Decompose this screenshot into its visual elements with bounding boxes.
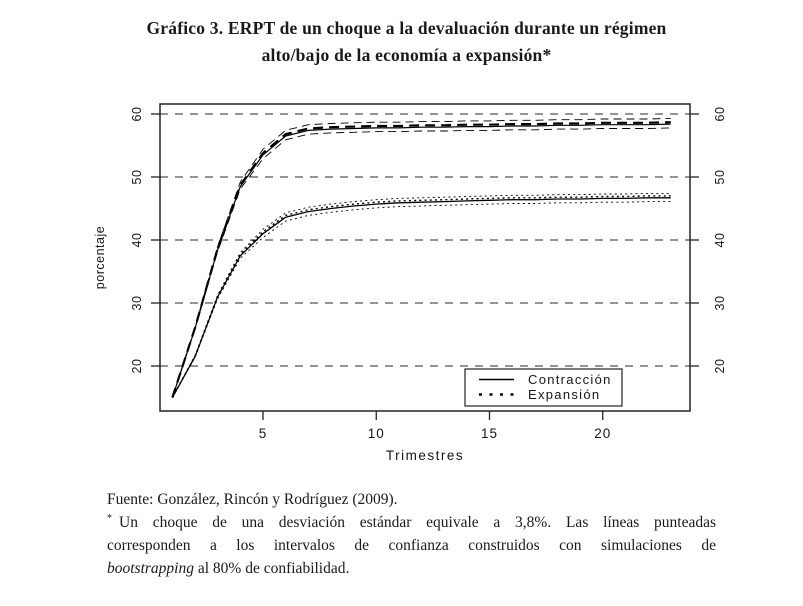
footnote-text-3: al 80% de confiabilidad. [193,560,350,577]
notes-block [107,488,716,580]
footnote-line-1 [107,511,716,534]
y-tick-label-left: 40 [130,232,144,248]
series-ci-line [172,202,670,398]
y-tick-label-right: 30 [713,295,727,311]
chart-title-line-1: Gráfico 3. ERPT de un choque a la devaluación durante un régimen [146,18,667,38]
x-tick-label: 15 [480,426,499,441]
y-tick-label-right: 40 [713,232,727,248]
series-ci-line [172,118,670,397]
y-tick-label-left: 20 [130,358,144,374]
series-ci-line [172,128,670,398]
y-tick-label-right: 60 [713,106,727,122]
y-tick-label-right: 20 [713,358,727,374]
x-tick-label: 20 [594,426,612,441]
footnote-marker: * [107,512,112,524]
chart-title-line-2: alto/bajo de la economía a expansión* [261,45,552,65]
footnote-line-2: corresponden a los intervalos de confianza construidos con simulaciones de [107,537,716,554]
legend-label: Contracción [528,372,612,387]
y-axis-label: porcentaje [93,225,107,290]
y-tick-label-left: 60 [130,106,144,122]
y-tick-label-right: 50 [713,169,727,185]
legend-label: Expansión [528,387,601,402]
footnote-text-1: Un choque de una desviación estándar equivale a 3,8%. Las líneas punteadas [119,514,716,531]
series-center-line [172,124,670,397]
series-center-line [172,198,670,398]
y-tick-label-left: 30 [130,295,144,311]
footnote-italic-term: bootstrapping [107,560,194,577]
chart-title [0,15,803,69]
x-axis-label: Trimestres [385,448,465,463]
footnote-line-3 [107,557,716,580]
x-tick-label: 5 [258,426,268,441]
series-ci-line [172,193,670,397]
source-line: Fuente: González, Rincón y Rodríguez (2009). [107,491,398,508]
series-center-line [172,122,670,397]
x-tick-label: 10 [367,426,385,441]
legend [465,369,622,406]
y-tick-label-left: 50 [130,169,144,185]
erpt-line-chart [0,82,803,478]
series-center-line [172,196,670,398]
